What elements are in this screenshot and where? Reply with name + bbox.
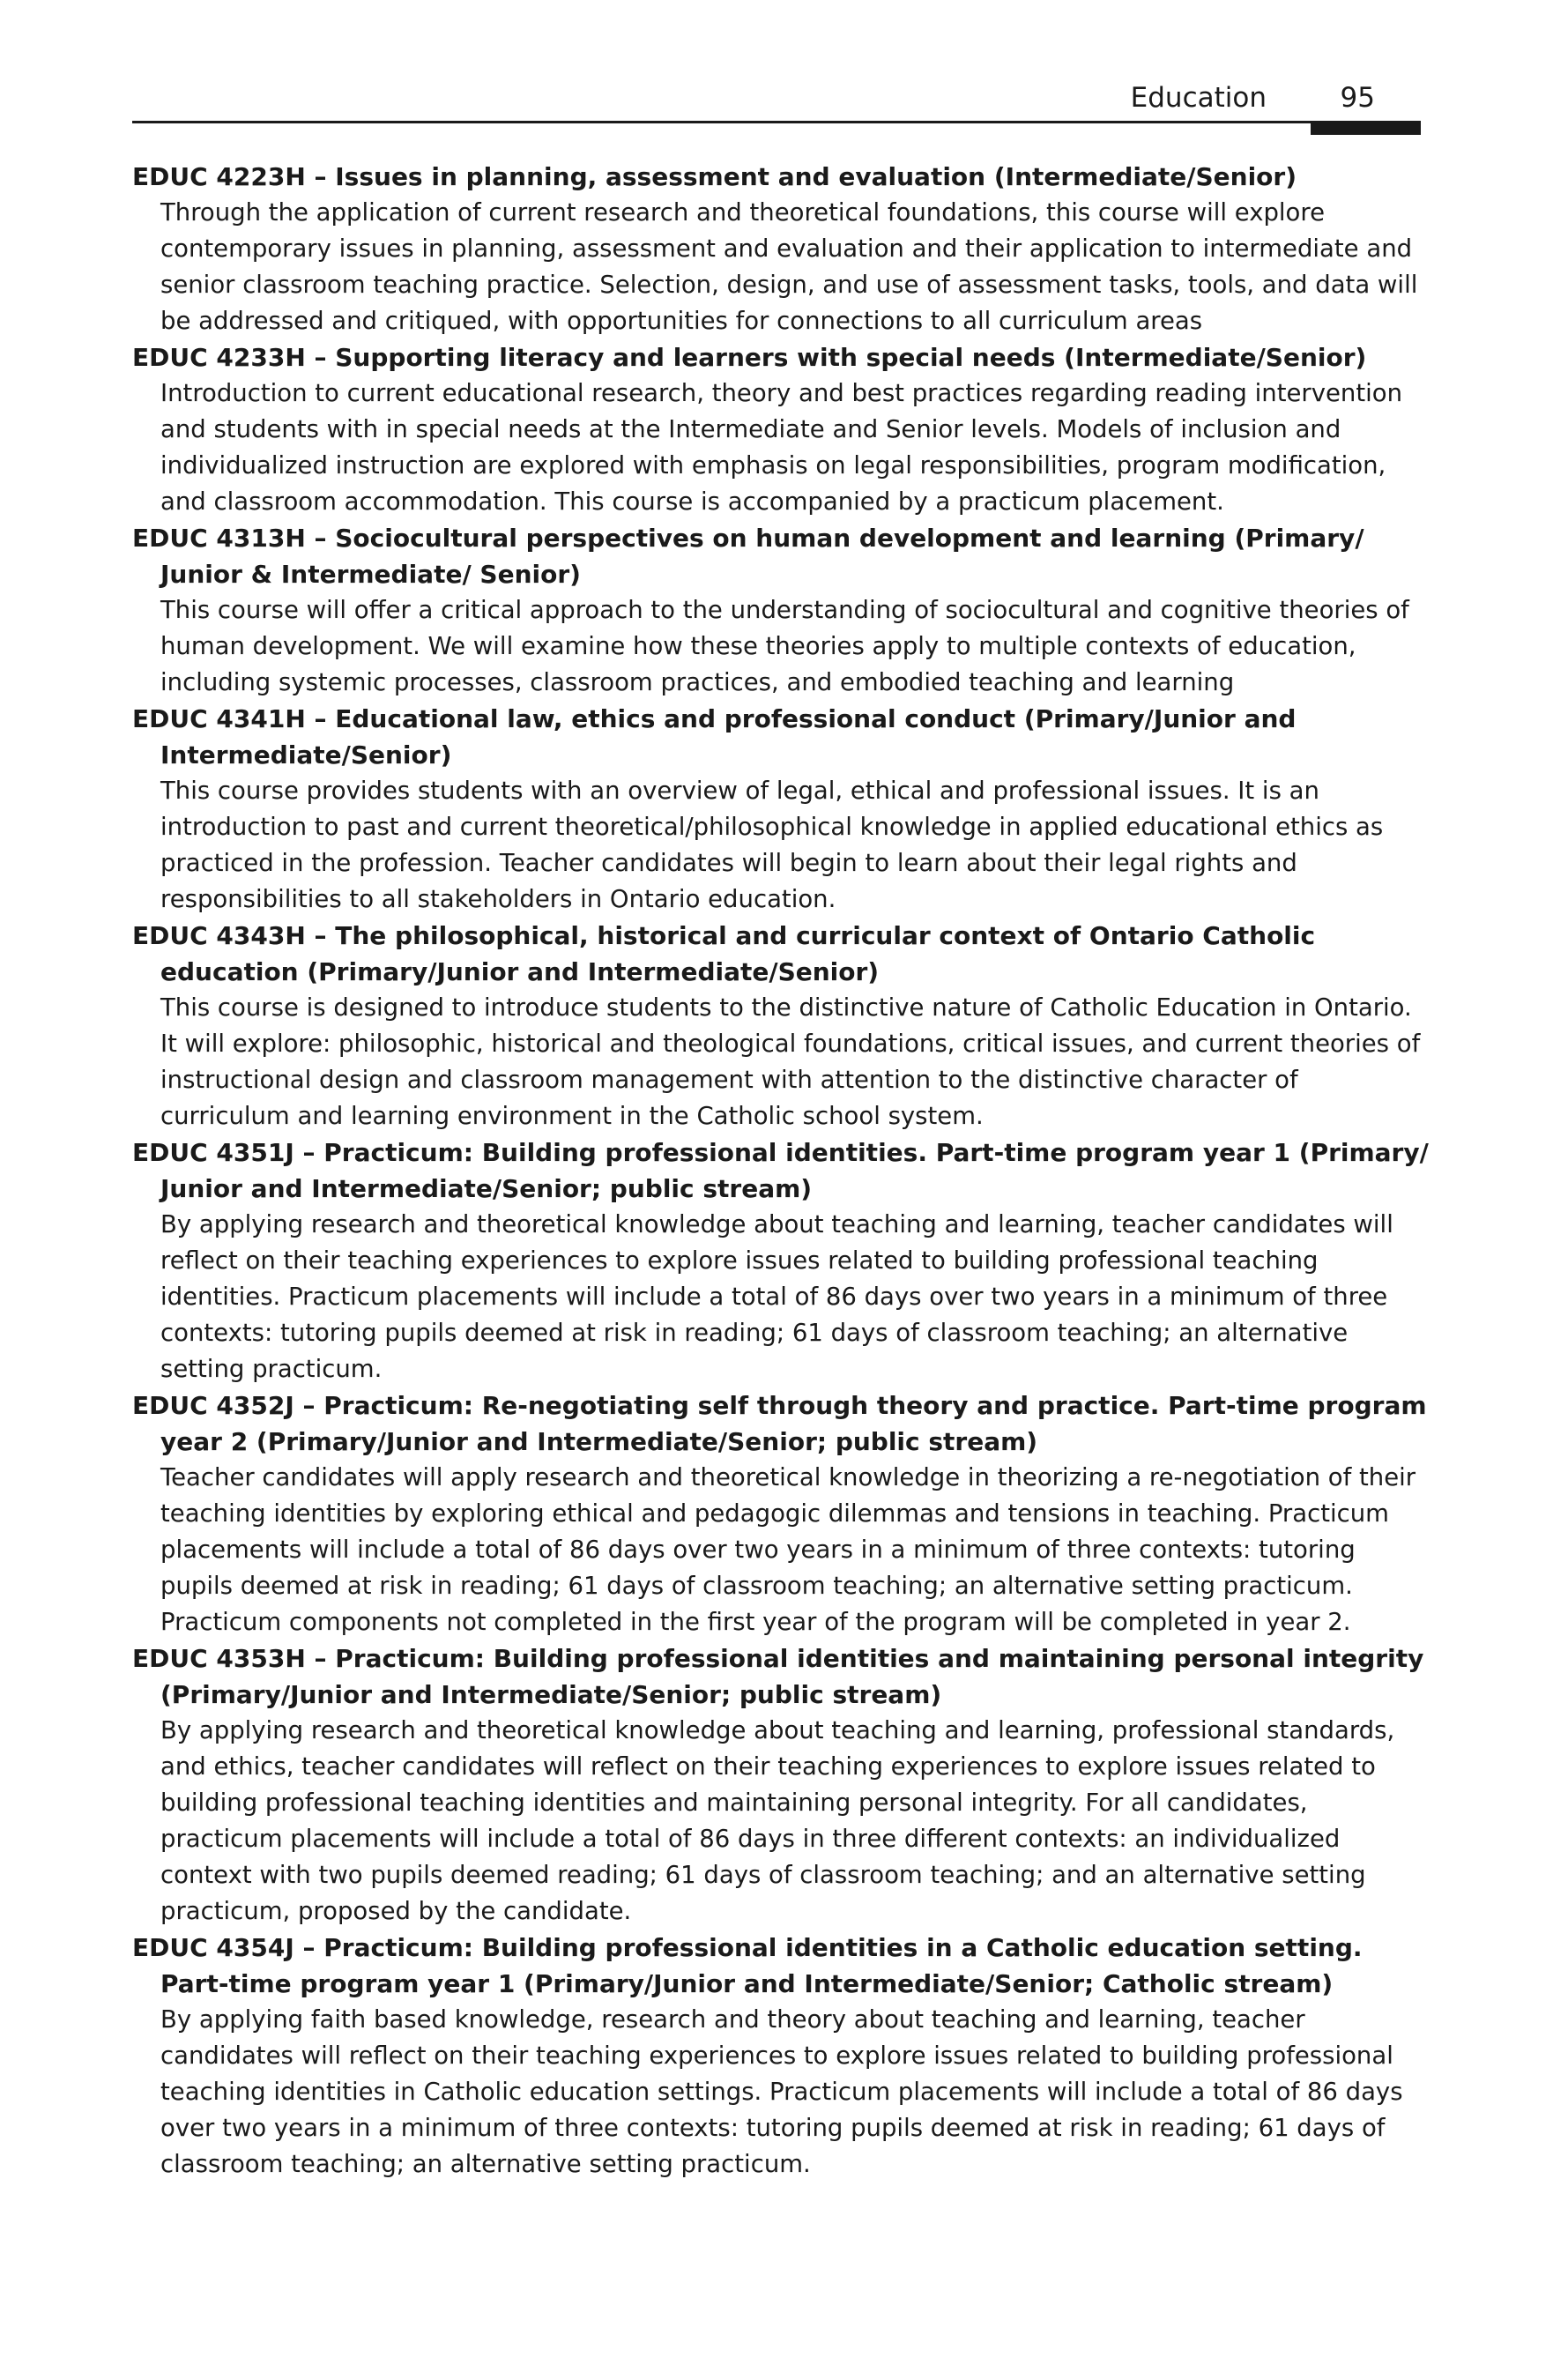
course-description: This course provides students with an overview of legal, ethical and professional issues. It is an introduction to past and current theoretical/philosophical knowledge in applied educational ethics as practiced in the profession. Teacher candidates will begin to learn about their legal rights and responsibilities to all stakeholders in Ontario education. xyxy=(160,777,1384,913)
course-description: By applying research and theoretical knowledge about teaching and learning, professional standards, and ethics, teacher candidates will reflect on their teaching experiences to explore issues related to building professional teaching identities and maintaining personal integrity. For all candidates, practicum placements will include a total of 86 days in three different contexts: an individualized context with two pupils deemed reading; 61 days of classroom teaching; and an alternative setting practicum, proposed by the candidate. xyxy=(160,1716,1395,1925)
course-title: EDUC 4354J – Practicum: Building professional identities in a Catholic education setting. Part-time program year 1 (Primary/Junior and Intermediate/Senior; Catholic stream) xyxy=(132,1933,1363,1998)
course-description: By applying research and theoretical knowledge about teaching and learning, teacher candidates will reflect on their teaching experiences to explore issues related to building professional teaching identities. Practicum placements will include a total of 86 days over two years in a minimum of three contexts: tutoring pupils deemed at risk in reading; 61 days of classroom teaching; an alternative setting practicum. xyxy=(160,1210,1393,1383)
page-number: 95 xyxy=(1340,82,1375,114)
course-title: EDUC 4351J – Practicum: Building professional identities. Part-time program year 1 (Primary/ Junior and Intermediate/Senior; public stream) xyxy=(132,1138,1429,1203)
header-section-title: Education xyxy=(1130,82,1267,114)
course-description: This course is designed to introduce students to the distinctive nature of Catholic Education in Ontario. It will explore: philosophic, historical and theological foundations, critical issues, and current theories of instructional design and classroom management with attention to the distinctive character of curriculum and learning environment in the Catholic school system. xyxy=(160,993,1421,1130)
course-title: EDUC 4353H – Practicum: Building professional identities and maintaining personal integrity (Primary/Junior and Intermediate/Senior; public stream) xyxy=(132,1644,1424,1709)
course-description: Introduction to current educational research, theory and best practices regarding reading intervention and students with in special needs at the Intermediate and Senior levels. Models of inclusion and individualized instruction are explored with emphasis on legal responsibilities, program modification, and classroom accommodation. This course is accompanied by a practicum placement. xyxy=(160,379,1402,516)
page-tab-marker xyxy=(1311,123,1421,135)
course-entry-4353h xyxy=(132,1640,1432,1930)
course-list xyxy=(132,159,1432,2183)
course-entry-4233h xyxy=(132,339,1432,520)
course-description: Teacher candidates will apply research and theoretical knowledge in theorizing a re-negotiation of their teaching identities by exploring ethical and pedagogic dilemmas and tensions in teaching. Practicum placements will include a total of 86 days over two years in a minimum of three contexts: tutoring pupils deemed at risk in reading; 61 days of classroom teaching; an alternative setting practicum. Practicum components not completed in the first year of the program will be completed in year 2. xyxy=(160,1463,1416,1636)
course-title: EDUC 4233H – Supporting literacy and learners with special needs (Intermediate/Senior) xyxy=(132,343,1367,372)
course-title: EDUC 4352J – Practicum: Re-negotiating self through theory and practice. Part-time program year 2 (Primary/Junior and Intermediate/Senior; public stream) xyxy=(132,1391,1427,1456)
course-title: EDUC 4341H – Educational law, ethics and professional conduct (Primary/Junior and Intermediate/Senior) xyxy=(132,704,1297,770)
course-title: EDUC 4223H – Issues in planning, assessment and evaluation (Intermediate/Senior) xyxy=(132,162,1297,191)
course-title: EDUC 4343H – The philosophical, historical and curricular context of Ontario Catholic education (Primary/Junior and Intermediate/Senior) xyxy=(132,921,1316,986)
course-entry-4352j xyxy=(132,1387,1432,1640)
course-entry-4354j xyxy=(132,1930,1432,2183)
course-entry-4341h xyxy=(132,701,1432,918)
course-entry-4313h xyxy=(132,520,1432,701)
course-description: This course will offer a critical approach to the understanding of sociocultural and cognitive theories of human development. We will examine how these theories apply to multiple contexts of education, including systemic processes, classroom practices, and embodied teaching and learning xyxy=(160,596,1409,696)
course-entry-4223h xyxy=(132,159,1432,339)
course-title: EDUC 4313H – Sociocultural perspectives on human development and learning (Primary/ Junior & Intermediate/ Senior) xyxy=(132,524,1364,589)
course-description: Through the application of current research and theoretical foundations, this course will explore contemporary issues in planning, assessment and evaluation and their application to intermediate and senior classroom teaching practice. Selection, design, and use of assessment tasks, tools, and data will be addressed and critiqued, with opportunities for connections to all curriculum areas xyxy=(160,198,1418,335)
running-header xyxy=(132,81,1421,123)
course-description: By applying faith based knowledge, research and theory about teaching and learning, teacher candidates will reflect on their teaching experiences to explore issues related to building professional teaching identities in Catholic education settings. Practicum placements will include a total of 86 days over two years in a minimum of three contexts: tutoring pupils deemed at risk in reading; 61 days of classroom teaching; an alternative setting practicum. xyxy=(160,2005,1403,2178)
header-rule xyxy=(132,121,1421,123)
course-entry-4343h xyxy=(132,918,1432,1134)
course-entry-4351j xyxy=(132,1134,1432,1387)
